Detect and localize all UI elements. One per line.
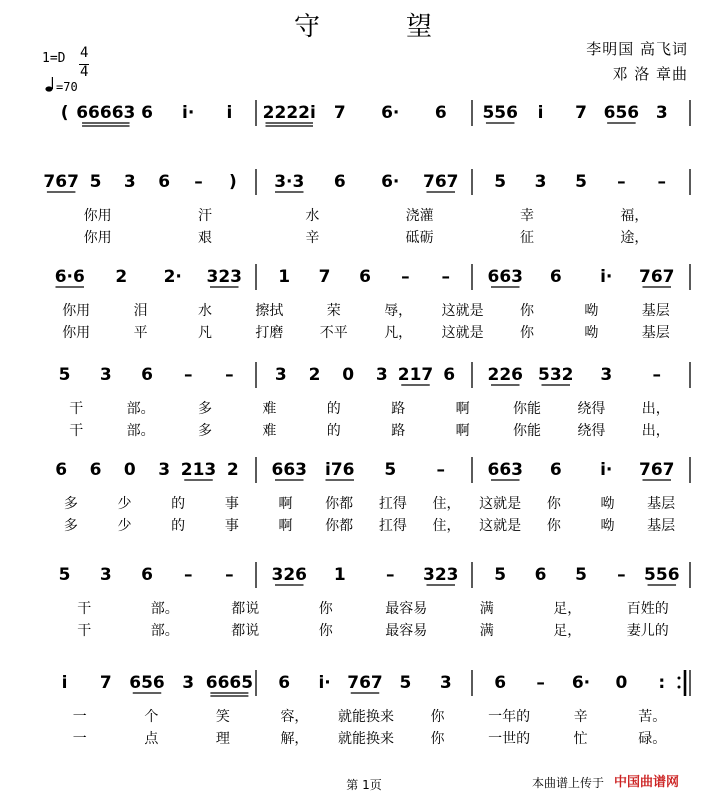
note-group: – [225,565,234,585]
lyric-word: 艰 [198,230,212,246]
note-group: – [183,565,193,585]
lyric-word: 辱， [384,303,413,319]
lyric-word: 浇灌 [405,208,434,224]
note-group: 663 [271,460,307,480]
note-group: 6665 [205,673,254,693]
note-group: 7 [318,267,331,287]
note-group: i [537,103,544,123]
note-group: 7 [333,103,346,123]
lyric-word: 难 [262,423,277,439]
lyric-word: 扛得 [378,496,407,512]
note-group: 6 [141,565,153,585]
lyric-word: 扛得 [378,518,407,534]
lyric-word: 理 [215,731,230,747]
lyric-word: 就能换来 [338,709,394,725]
note-group: – [386,565,395,585]
note-group: 326 [271,565,307,585]
note-group: 5 [575,565,587,585]
lyric-word: 一 [72,709,87,725]
repeat-dot [678,677,681,680]
lyric-word: 呦 [584,303,599,319]
note-group: 663 [487,267,523,287]
note-group: 6 [359,267,371,287]
lyric-word: 平 [133,325,148,341]
note-group: – [183,365,193,385]
upload-caption: 本曲谱上传于 [532,776,605,790]
lyric-word: 足， [553,601,582,617]
lyric-word: 荣 [326,303,341,319]
note-group: 5 [58,365,71,385]
lyric-word: 部。 [150,601,179,617]
lyric-word: 满 [479,623,494,639]
note-group: – [657,172,667,192]
lyric-word: 呦 [600,518,615,534]
composer-credit: 邓 洛 章曲 [612,65,688,83]
lyric-word: 凡， [384,325,413,341]
note-group: 7 [575,103,587,123]
lyric-word: 水 [198,303,212,319]
lyric-word: 你用 [62,303,91,319]
lyric-word: 你都 [325,496,354,512]
note-group: 0 [123,460,136,480]
lyric-word: 砥砺 [405,230,434,246]
note-group: 217 [397,365,434,385]
note-group: 6 [549,460,562,480]
lyric-word: 一 [72,731,87,747]
time-signature-bottom: 4 [80,64,89,80]
lyric-word: 路 [391,401,406,417]
note-group: 6 [549,267,562,287]
note-group: 6 [434,103,447,123]
lyric-word: 呦 [584,325,599,341]
lyric-word: 啊 [278,496,293,512]
note-group: 6 [534,565,547,585]
lyric-word: 妻儿的 [626,623,669,639]
lyric-word: 征 [520,230,534,246]
lyric-word: 啊 [455,401,470,417]
lyric-word: 百姓的 [626,601,669,617]
lyric-word: 都说 [231,623,260,639]
note-group: – [652,365,661,385]
note-group: 6 [158,172,171,192]
lyric-word: 啊 [278,518,293,534]
lyric-word: 你 [430,731,445,747]
note-group: 3 [274,365,287,385]
note-group: 5 [89,172,102,192]
lyric-word: 容， [280,709,309,725]
lyric-word: 基层 [647,496,676,512]
lyric-word: 绕得 [577,423,606,439]
lyric-word: 点 [144,731,159,747]
lyric-word: 难 [262,401,277,417]
note-group: 323 [423,565,459,585]
note-group: 5 [58,565,71,585]
lyric-word: 足， [553,623,582,639]
site-logo: 中国曲谱网 [614,775,680,790]
lyric-word: 多 [63,518,78,534]
lyric-word: 你能 [513,401,541,417]
lyric-word: 出， [641,423,670,439]
lyric-word: 你 [430,709,445,725]
note-group: 3 [600,365,613,385]
note-group: i [61,673,68,693]
lyric-word: 多 [198,401,212,417]
lyric-word: 这就是 [441,325,484,341]
lyric-word: 干 [77,623,92,639]
time-signature-top: 4 [80,45,89,61]
note-group: 3·3 [274,172,305,192]
lyric-word: 这就是 [479,518,522,534]
lyric-word: 住， [432,518,461,534]
lyric-word: 住， [432,496,461,512]
key-signature: 1=D [42,51,66,66]
lyric-word: 事 [224,518,239,534]
note-group: 767 [347,673,383,693]
lyric-word: 你 [546,518,561,534]
lyric-word: 呦 [600,496,615,512]
lyric-word: 多 [63,496,78,512]
note-group: 3 [99,365,112,385]
note-group: 6· [381,172,400,192]
lyric-word: 苦。 [638,709,667,725]
note-group: – [401,267,410,287]
note-group: 6 [333,172,346,192]
note-group: 7 [99,673,112,693]
lyric-word: 的 [326,401,341,417]
note-group: 0 [342,365,355,385]
repeat-dot [678,686,681,689]
lyric-word: 汗 [198,208,212,224]
note-group: 323 [206,267,242,287]
lyric-word: 一年的 [488,709,531,725]
lyric-word: 干 [77,601,92,617]
note-group: 532 [538,365,574,385]
note-group: – [441,267,451,287]
lyric-word: 最容易 [385,601,428,617]
note-group: – [436,460,445,480]
note-group: 6· [381,103,400,123]
lyric-word: 一世的 [488,731,531,747]
note-group: 767 [639,267,675,287]
lyric-word: 你 [318,623,333,639]
lyric-word: 的 [171,496,186,512]
note-group: 6 [141,365,153,385]
note-group: 5 [494,565,507,585]
lyric-word: 的 [326,423,341,439]
note-group: 6 [443,365,456,385]
note-group: 1 [333,565,346,585]
note-group: 2 [308,365,321,385]
lyric-word: 基层 [641,303,670,319]
lyric-word: 解， [280,731,309,747]
note-group: i76 [325,460,355,480]
lyric-word: 你都 [325,518,354,534]
lyric-word: 基层 [647,518,676,534]
note-group: 5 [399,673,412,693]
lyric-word: 你用 [83,208,112,224]
lyric-word: 辛 [573,709,588,725]
lyric-word: 碌。 [638,731,667,747]
note-group: 6 [89,460,102,480]
note-group: 0 [615,673,628,693]
lyric-word: 路 [391,423,406,439]
note-group: 656 [129,673,165,693]
page-number: 第 1页 [346,778,382,792]
note-group: 3 [158,460,171,480]
note-group: – [194,172,203,192]
lyric-word: 绕得 [577,401,606,417]
note-group: 3 [655,103,668,123]
lyric-word: 你用 [83,230,112,246]
lyric-word: 事 [224,496,239,512]
note-group: 1 [278,267,291,287]
note-group: 213 [180,460,217,480]
lyric-word: 最容易 [385,623,428,639]
lyric-word: 干 [69,423,84,439]
bracket-mark: ) [228,172,237,192]
note-group: 663 [487,460,523,480]
note-group: 6·6 [54,267,85,287]
title-char-1: 守 [293,12,322,42]
lyric-word: 你 [318,601,333,617]
lyric-word: 你 [520,303,534,319]
note-group: 5 [384,460,397,480]
note-group: 5 [575,172,587,192]
note-group: i· [318,673,331,693]
note-group: – [225,365,234,385]
note-group: 767 [639,460,675,480]
title-char-2: 望 [406,12,435,42]
lyric-word: 满 [479,601,494,617]
lyric-word: 幸 [520,208,534,224]
note-group: 3 [534,172,547,192]
lyric-word: 多 [198,423,212,439]
note-group: 3 [375,365,388,385]
note-group: : [658,673,666,693]
lyric-word: 少 [117,518,132,534]
lyric-word: 这就是 [441,303,484,319]
lyric-word: 啊 [455,423,470,439]
note-group: 6 [494,673,507,693]
bracket-mark: ( [60,103,69,123]
note-group: i· [182,103,195,123]
lyric-word: 忙 [573,731,588,747]
lyric-word: 你能 [513,423,541,439]
note-group: 556 [644,565,680,585]
lyric-word: 水 [305,208,320,224]
note-group: 3 [182,673,195,693]
lyric-word: 基层 [641,325,670,341]
note-group: – [617,565,626,585]
note-group: i· [600,460,613,480]
lyric-word: 少 [117,496,132,512]
lyric-word: 辛 [305,230,320,246]
tempo-marking: =70 [56,80,78,94]
note-group: 6 [55,460,68,480]
note-group: 3 [439,673,452,693]
note-group: – [536,673,545,693]
note-group: 767 [423,172,459,192]
note-group: 2 [115,267,128,287]
lyric-word: 不平 [319,325,348,341]
note-group: 226 [487,365,523,385]
note-group: i [226,103,233,123]
lyric-word: 途， [620,230,649,246]
lyric-word: 泪 [133,303,148,319]
note-group: 5 [494,172,507,192]
lyric-word: 部。 [126,401,155,417]
lyric-word: 你 [520,325,534,341]
note-group: 2222i [262,103,316,123]
lyricist-credit: 李明国 高飞词 [586,40,688,58]
note-group: 3 [99,565,112,585]
note-group: 6 [141,103,153,123]
note-group: 3 [123,172,136,192]
lyric-word: 部。 [150,623,179,639]
lyric-word: 干 [69,401,84,417]
lyric-word: 个 [144,709,159,725]
lyric-word: 这就是 [479,496,522,512]
lyric-word: 都说 [231,601,260,617]
lyric-word: 部。 [126,423,155,439]
note-group: 767 [43,172,79,192]
lyric-word: 就能换来 [338,731,394,747]
lyric-word: 擦拭 [255,303,284,319]
note-group: 556 [482,103,518,123]
lyric-word: 福， [620,208,649,224]
lyric-word: 打磨 [255,325,284,341]
note-group: i· [600,267,613,287]
lyric-word: 凡 [198,325,212,341]
lyric-word: 出， [641,401,670,417]
lyric-word: 你 [546,496,561,512]
lyric-word: 的 [171,518,186,534]
lyric-word: 笑 [215,709,230,725]
note-group: 2 [226,460,239,480]
lyric-word: 你用 [62,325,91,341]
note-group: 6 [278,673,291,693]
note-group: 6· [571,673,591,693]
note-group: 2· [163,267,182,287]
note-group: 656 [603,103,640,123]
note-group: – [617,172,626,192]
note-group: 66663 [76,103,136,123]
